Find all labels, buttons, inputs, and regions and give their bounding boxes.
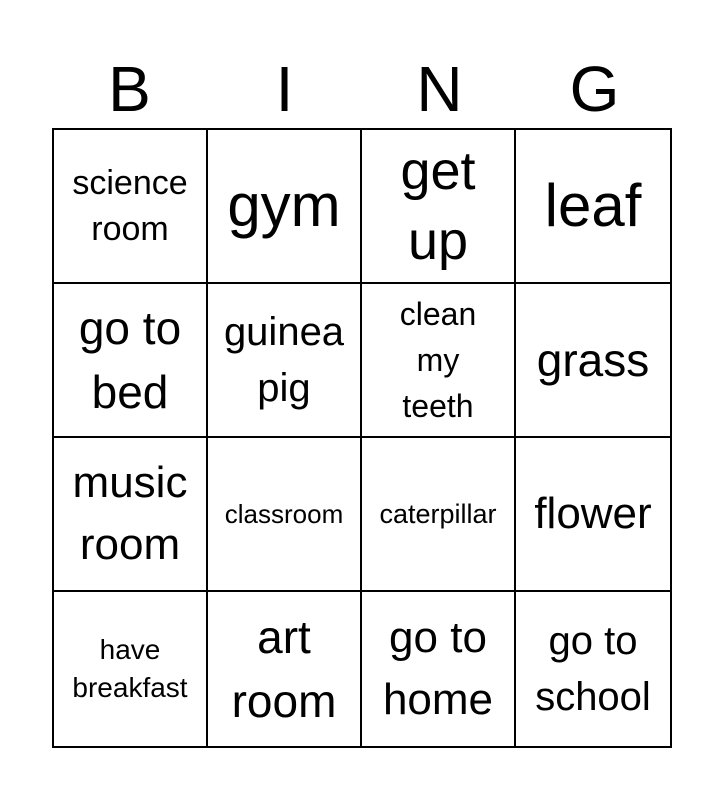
bingo-cell-r1c1[interactable]	[54, 130, 208, 284]
header-letter-i: I	[275, 53, 294, 125]
bingo-cell-r2c4[interactable]	[516, 284, 670, 438]
bingo-cell-r3c1[interactable]	[54, 438, 208, 592]
header-letter-g: G	[569, 53, 620, 125]
bingo-cell-r1c2[interactable]	[208, 130, 362, 284]
bingo-cell-r4c3[interactable]	[362, 592, 516, 746]
cell-text: art room	[231, 611, 337, 727]
bingo-cell-r2c1[interactable]	[54, 284, 208, 438]
bingo-board	[52, 128, 672, 748]
cell-text: get up	[400, 141, 476, 271]
cell-text: go to home	[382, 613, 494, 724]
bingo-cell-r2c3[interactable]	[362, 284, 516, 438]
cell-text: guinea pig	[223, 310, 345, 410]
bingo-cell-r1c4[interactable]	[516, 130, 670, 284]
header-letter-n: N	[416, 53, 463, 125]
cell-text: caterpillar	[379, 499, 497, 529]
bingo-cell-r3c2[interactable]	[208, 438, 362, 592]
cell-text: classroom	[224, 499, 344, 529]
cell-text: clean my teeth	[399, 296, 477, 424]
bingo-cell-r3c3[interactable]	[362, 438, 516, 592]
cell-text: science room	[72, 164, 188, 248]
bingo-cell-r4c2[interactable]	[208, 592, 362, 746]
header-letter-b: B	[108, 53, 151, 125]
bingo-cell-r4c1[interactable]	[54, 592, 208, 746]
cell-text: music room	[72, 458, 188, 569]
bingo-header	[52, 50, 672, 128]
cell-text: flower	[534, 489, 652, 538]
cell-text: have breakfast	[72, 634, 188, 703]
bingo-cell-r1c3[interactable]	[362, 130, 516, 284]
bingo-cell-r2c2[interactable]	[208, 284, 362, 438]
cell-text: go to bed	[78, 302, 182, 418]
cell-text: gym	[227, 172, 341, 239]
cell-text: leaf	[544, 172, 642, 239]
cell-text: go to school	[535, 619, 651, 719]
bingo-cell-r3c4[interactable]	[516, 438, 670, 592]
cell-text: grass	[536, 334, 650, 386]
bingo-cell-r4c4[interactable]	[516, 592, 670, 746]
